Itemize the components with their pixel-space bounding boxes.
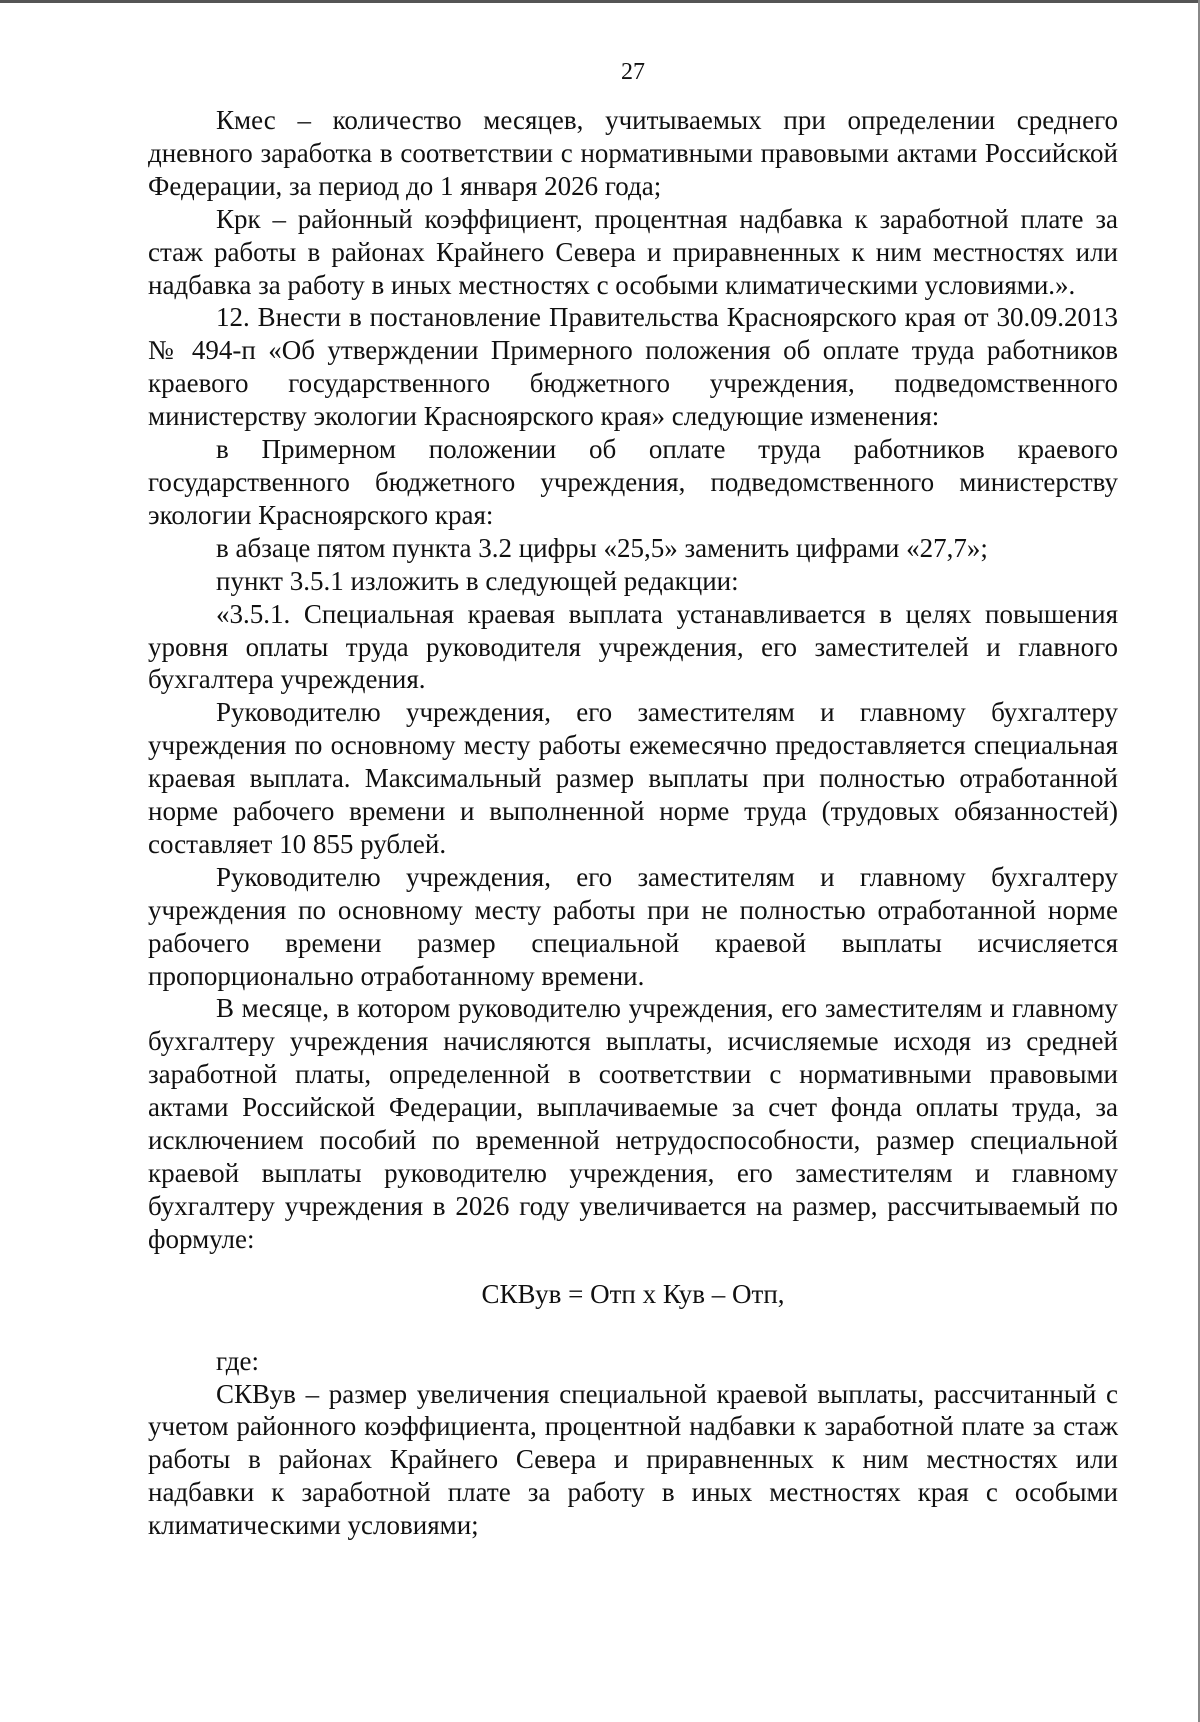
definition-skvuv: СКВув – размер увеличения специальной краевой выплаты, рассчитанный с учетом районного коэффициента, процентной надбавки к заработной плате за стаж работы в районах Крайнего Севера и приравненных к ним местностях или надбавки к заработной плате за работу в иных местностях края с особыми климатическими условиями;: [148, 1378, 1118, 1541]
where-label: где:: [216, 1345, 259, 1376]
paragraph-krk: Крк – районный коэффициент, процентная надбавка к заработной плате за стаж работы в районах Крайнего Севера и приравненных к ним местностях или надбавка за работу в иных местностях с особыми климатическими условиями.».: [148, 203, 1118, 300]
formula: СКВув = Отп х Кув – Отп,: [481, 1278, 785, 1309]
paragraph-amend-3-2: в абзаце пятом пункта 3.2 цифры «25,5» заменить цифрами «27,7»;: [216, 532, 988, 563]
paragraph-monthly-payment: Руководителю учреждения, его заместителям и главному бухгалтеру учреждения по основному месту работы ежемесячно предоставляется специальная краевая выплата. Максимальный размер выплаты при полностью отработанной норме рабочего времени и выполненной норме труда (трудовых обязанностей) составляет 10 855 рублей.: [148, 697, 1118, 859]
paragraph-3-5-1: «3.5.1. Специальная краевая выплата устанавливается в целях повышения уровня оплаты труда руководителя учреждения, его заместителей и главного бухгалтера учреждения.: [148, 598, 1118, 695]
paragraph-amend-3-5-1: пункт 3.5.1 изложить в следующей редакции:: [216, 565, 739, 596]
paragraph-provision: в Примерном положении об оплате труда работников краевого государственного бюджетного учреждения, подведомственного министерству экологии Красноярского края:: [148, 434, 1118, 530]
scan-edge-top: [0, 0, 1200, 3]
document-page: [148, 50, 1118, 1542]
paragraph-item-12: 12. Внести в постановление Правительства Красноярского края от 30.09.2013 № 494-п «Об утверждении Примерного положения об оплате труда работников краевого государственного бюджетного учреждения, подведомственного министерству экологии Красноярского края» следующие изменения:: [148, 302, 1118, 432]
paragraph-increase: В месяце, в котором руководителю учреждения, его заместителям и главному бухгалтеру учреждения начисляются выплаты, исчисляемые исходя из средней заработной платы, определенной в соответствии с нормативными правовыми актами Российской Федерации, выплачиваемые за счет фонда оплаты труда, за исключением пособий по временной нетрудоспособности, размер специальной краевой выплаты руководителю учреждения, его заместителям и главному бухгалтеру учреждения в 2026 году увеличивается на размер, рассчитываемый по формуле:: [148, 993, 1118, 1254]
paragraph-kmes: Кмес – количество месяцев, учитываемых при определении среднего дневного заработка в соответствии с нормативными правовыми актами Российской Федерации, за период до 1 января 2026 года;: [148, 105, 1118, 201]
paragraph-proportional: Руководителю учреждения, его заместителям и главному бухгалтеру учреждения по основному месту работы при не полностью отработанной норме рабочего времени размер специальной краевой выплаты исчисляется пропорционально отработанному времени.: [148, 861, 1118, 991]
document-body: [148, 104, 1118, 1542]
page-number: 27: [621, 59, 645, 85]
